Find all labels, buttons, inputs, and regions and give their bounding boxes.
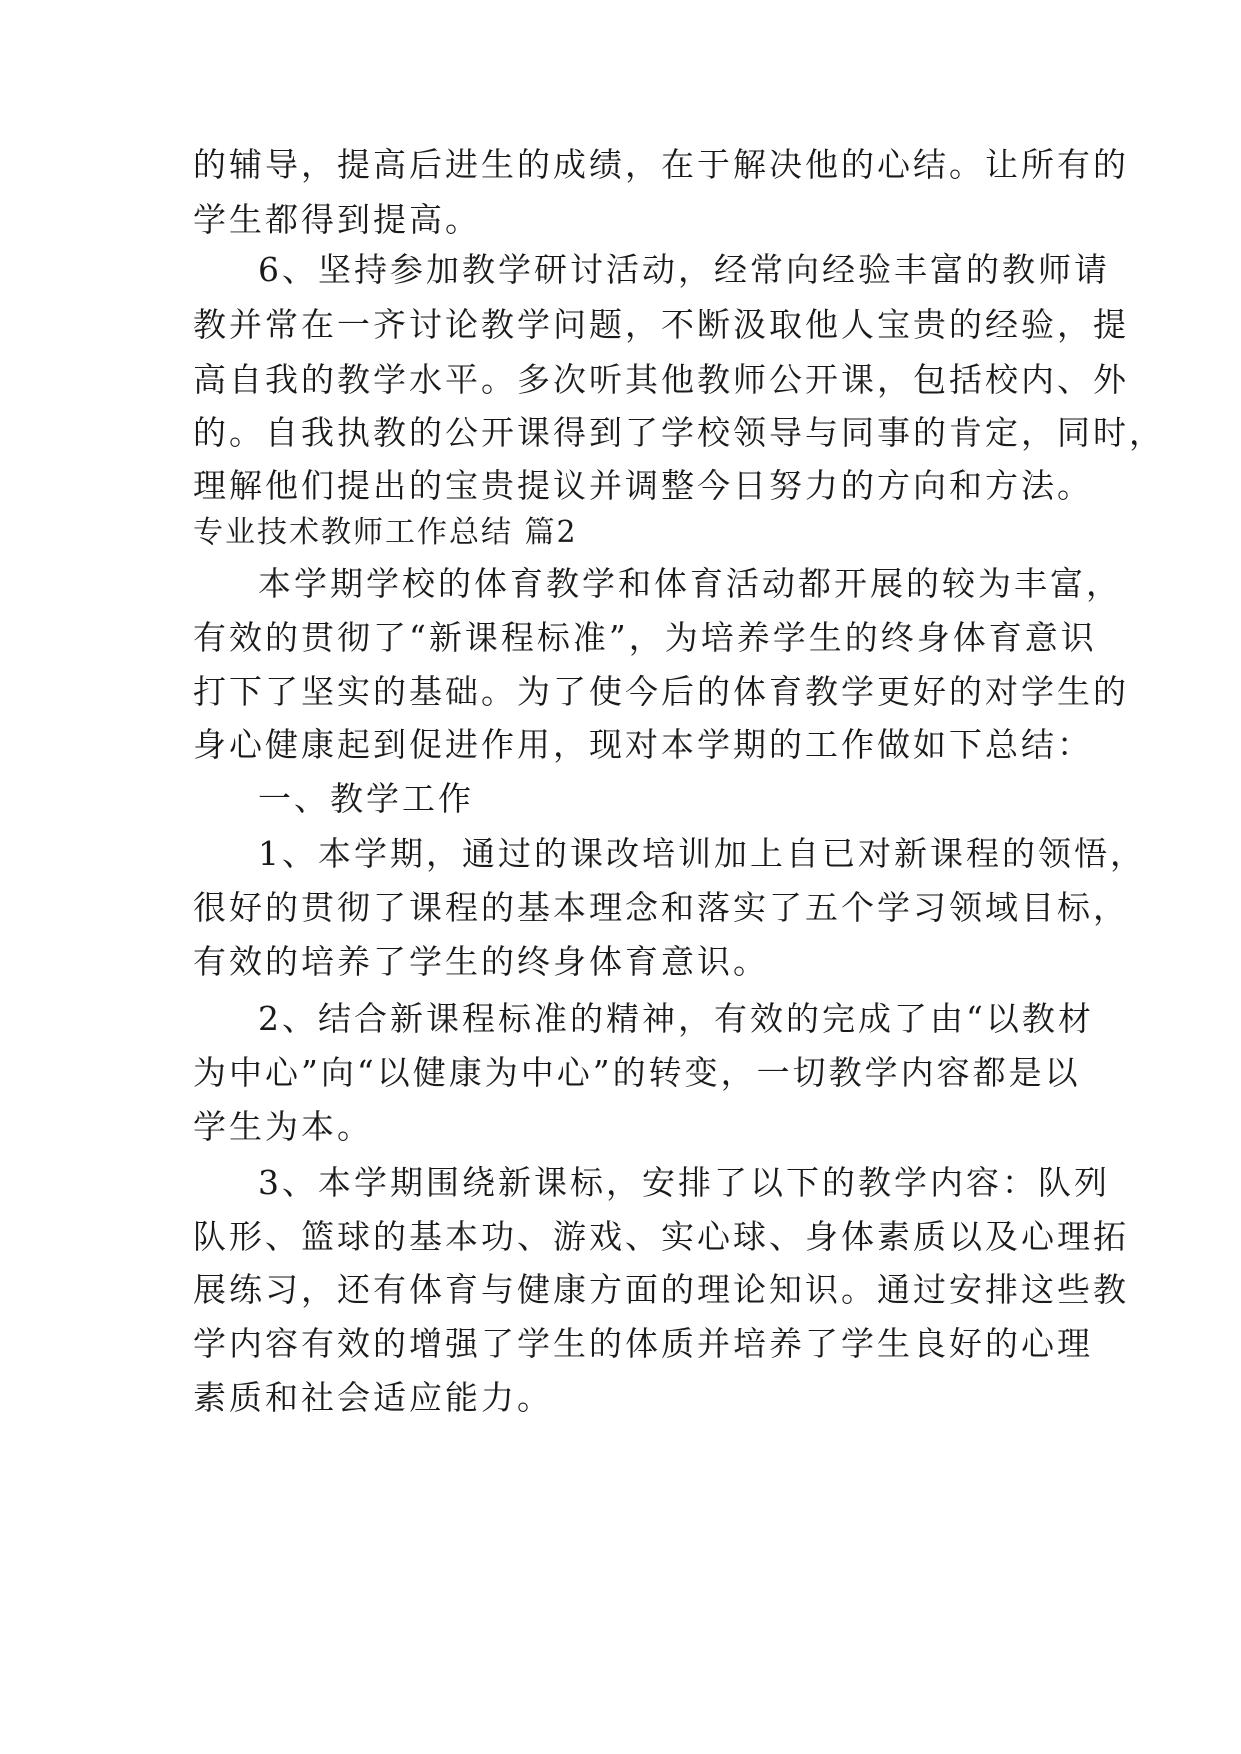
paragraph-line: 教并常在一齐讨论教学问题，不断汲取他人宝贵的经验，提 xyxy=(193,305,1129,344)
paragraph-line: 6、坚持参加教学研讨活动，经常向经验丰富的教师请 xyxy=(258,250,1110,289)
paragraph-line: 素质和社会适应能力。 xyxy=(193,1378,553,1417)
paragraph-line: 学生都得到提高。 xyxy=(193,200,481,239)
paragraph-line: 学生为本。 xyxy=(193,1107,373,1146)
paragraph-line: 队形、篮球的基本功、游戏、实心球、身体素质以及心理拓 xyxy=(193,1217,1129,1256)
paragraph-line: 展练习，还有体育与健康方面的理论知识。通过安排这些教 xyxy=(193,1270,1129,1309)
section-heading: 专业技术教师工作总结 篇2 xyxy=(193,515,578,550)
paragraph-line: 的辅导，提高后进生的成绩，在于解决他的心结。让所有的 xyxy=(193,145,1129,184)
paragraph-line: 本学期学校的体育教学和体育活动都开展的较为丰富， xyxy=(258,564,1122,603)
paragraph-line: 2、结合新课程标准的精神，有效的完成了由“以教材 xyxy=(258,999,1094,1038)
paragraph-line: 打下了坚实的基础。为了使今后的体育教学更好的对学生的 xyxy=(193,672,1129,711)
paragraph-line: 理解他们提出的宝贵提议并调整今日努力的方向和方法。 xyxy=(193,466,1093,505)
paragraph-line: 学内容有效的增强了学生的体质并培养了学生良好的心理 xyxy=(193,1324,1093,1363)
paragraph-line: 的。自我执教的公开课得到了学校领导与同事的肯定，同时， xyxy=(193,413,1165,452)
paragraph-line: 有效的贯彻了“新课程标准”，为培养学生的终身体育意识 xyxy=(193,618,1097,657)
paragraph-line: 身心健康起到促进作用，现对本学期的工作做如下总结： xyxy=(193,725,1093,764)
paragraph-line: 1、本学期，通过的课改培训加上自已对新课程的领悟， xyxy=(258,834,1146,873)
paragraph-line: 有效的培养了学生的终身体育意识。 xyxy=(193,942,769,981)
paragraph-line: 3、本学期围绕新课标，安排了以下的教学内容：队列 xyxy=(258,1163,1110,1202)
paragraph-line: 为中心”向“以健康为中心”的转变，一切教学内容都是以 xyxy=(193,1053,1081,1092)
paragraph-line: 很好的贯彻了课程的基本理念和落实了五个学习领域目标， xyxy=(193,888,1129,927)
subheading: 一、教学工作 xyxy=(258,779,474,818)
paragraph-line: 高自我的教学水平。多次听其他教师公开课，包括校内、外 xyxy=(193,360,1129,399)
